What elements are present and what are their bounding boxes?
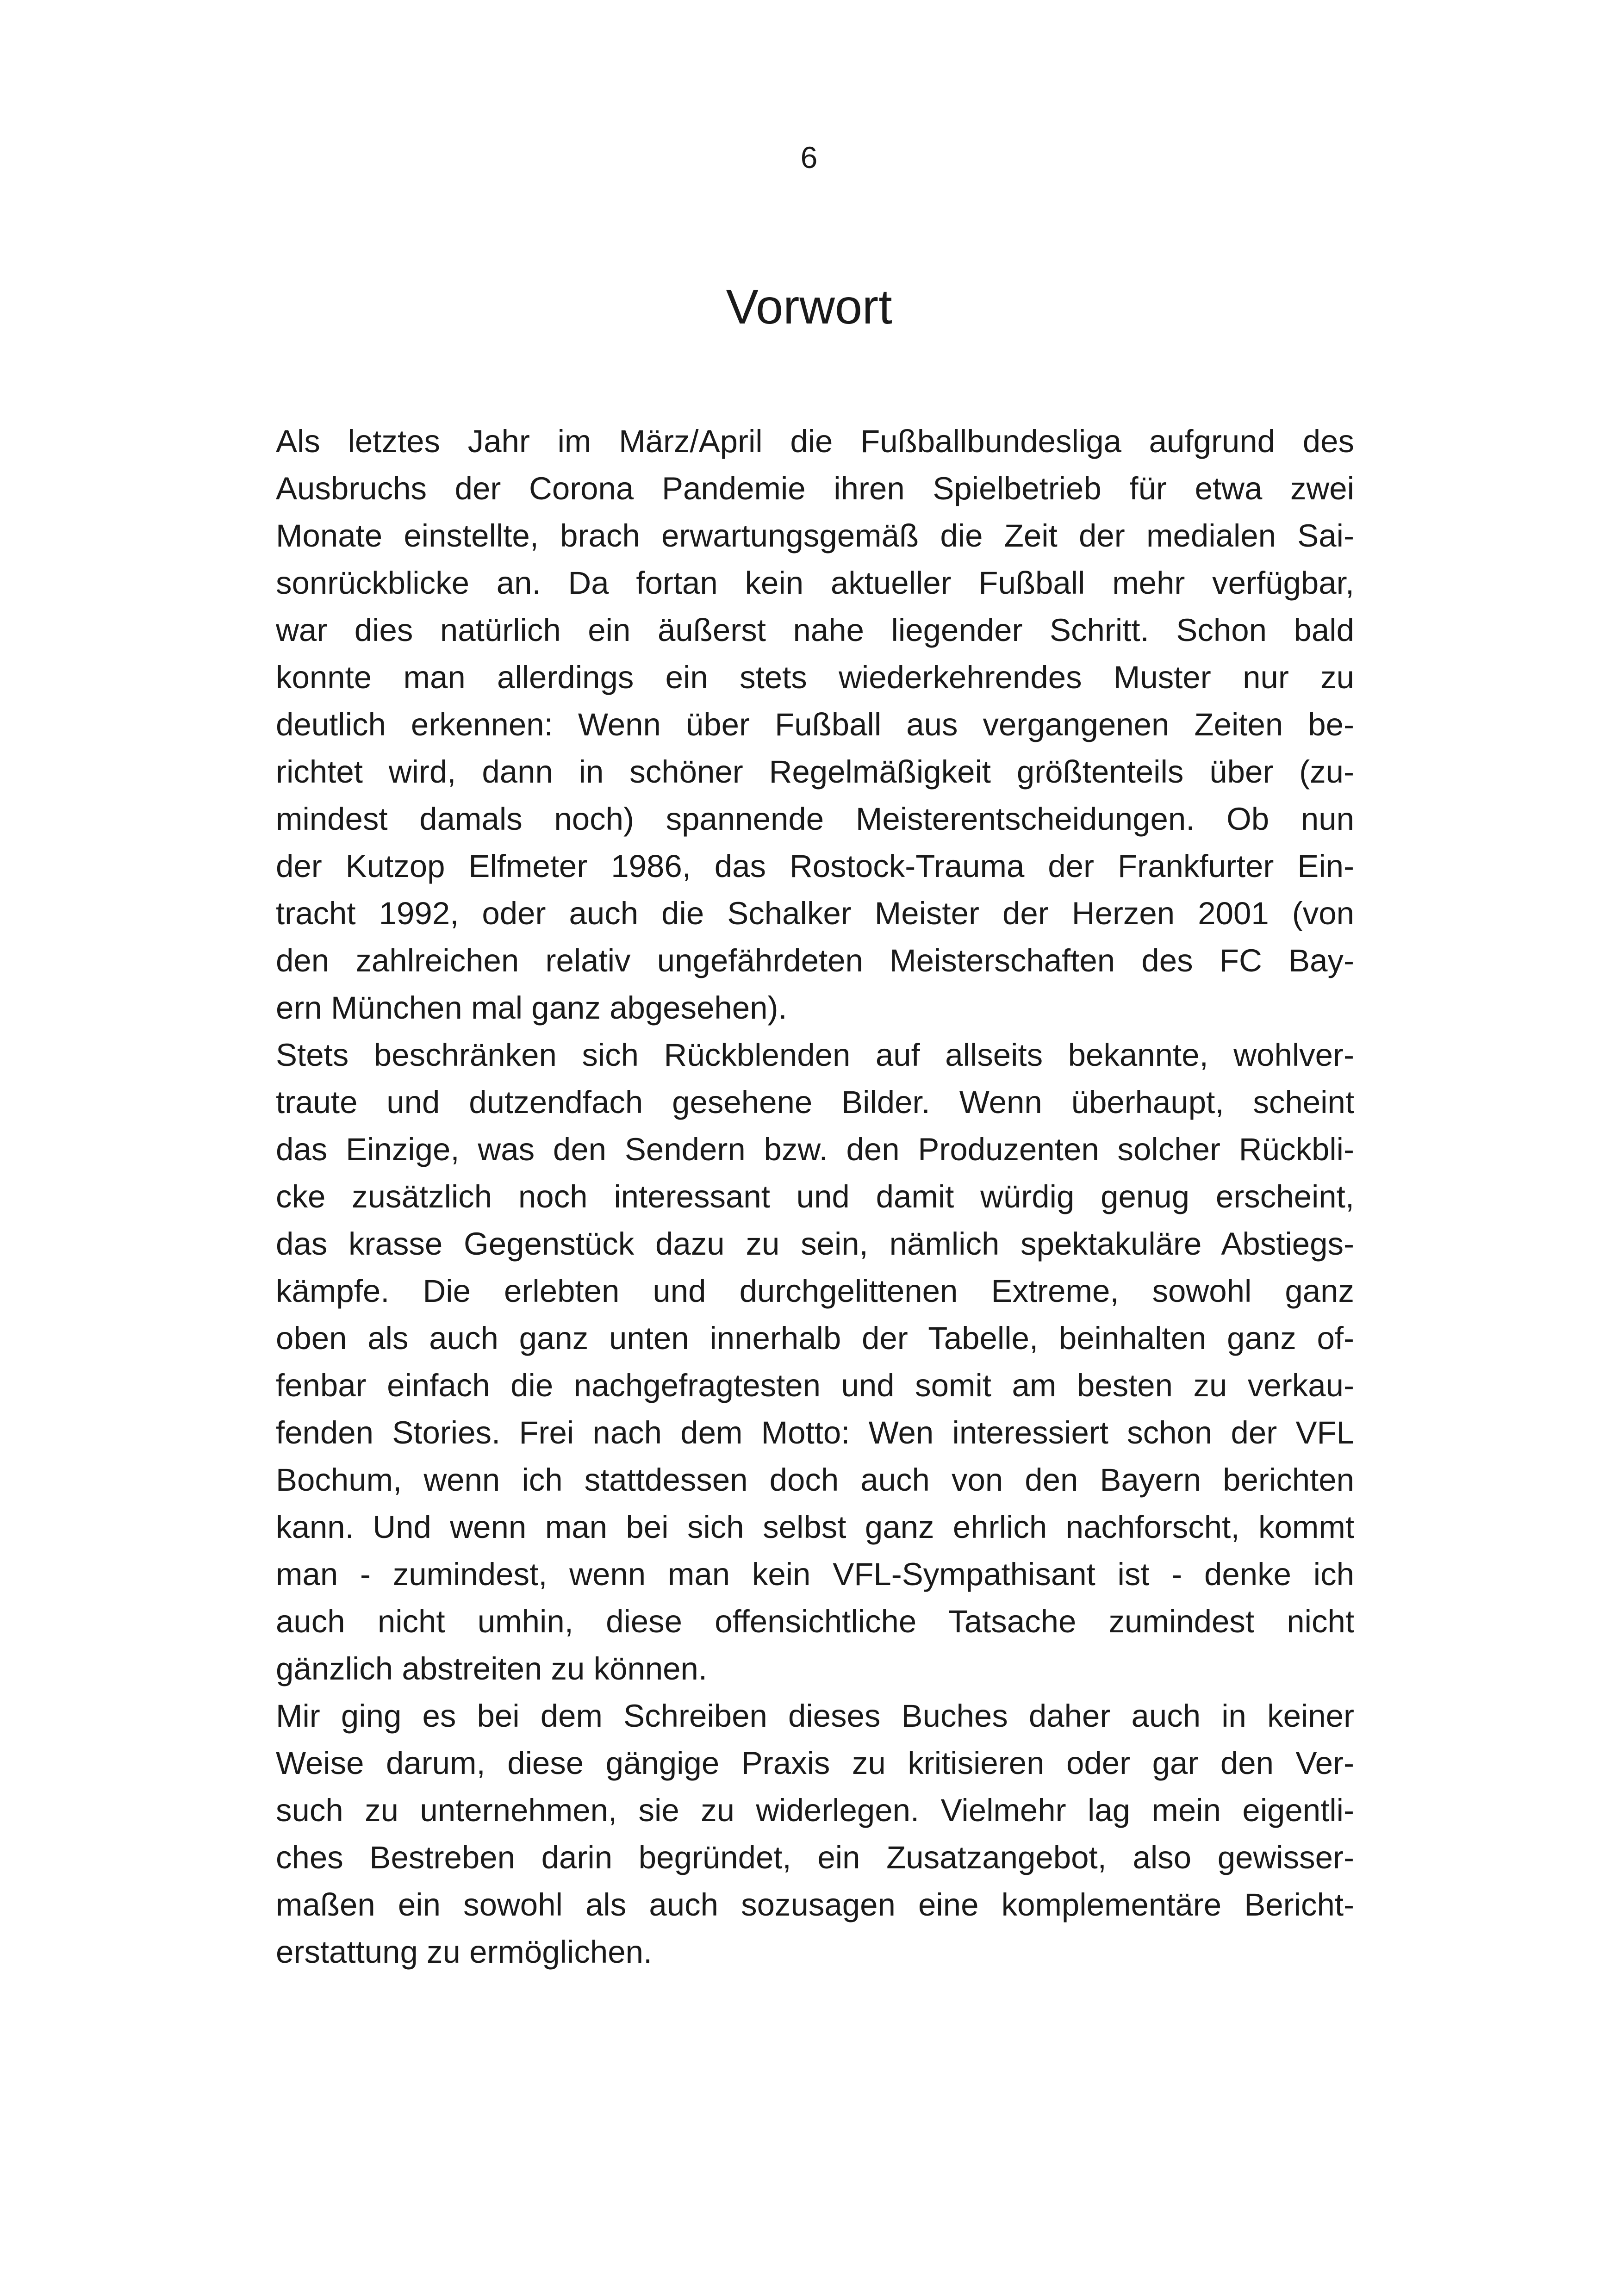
text-line: Bochum, wenn ich stattdessen doch auch von den Bayern berichten — [276, 1462, 1354, 1498]
text-line: den zahlreichen relativ ungefährdeten Meisterschaften des FC Bay- — [276, 943, 1354, 978]
text-line: cke zusätzlich noch interessant und damit würdig genug erscheint, — [276, 1179, 1354, 1214]
text-line: auch nicht umhin, diese offensichtliche Tatsache zumindest nicht — [276, 1604, 1354, 1639]
text-line: gänzlich abstreiten zu können. — [276, 1651, 708, 1686]
text-line: richtet wird, dann in schöner Regelmäßigkeit größtenteils über (zu- — [276, 754, 1354, 790]
text-line: maßen ein sowohl als auch sozusagen eine komplementäre Bericht- — [276, 1887, 1354, 1923]
text-line: man - zumindest, wenn man kein VFL-Sympathisant ist - denke ich — [276, 1556, 1354, 1592]
text-line: erstattung zu ermöglichen. — [276, 1934, 653, 1970]
text-line: Als letztes Jahr im März/April die Fußballbundesliga aufgrund des — [276, 423, 1354, 459]
text-line: ches Bestreben darin begründet, ein Zusatzangebot, also gewisser- — [276, 1840, 1354, 1875]
text-line: Monate einstellte, brach erwartungsgemäß die Zeit der medialen Sai- — [276, 518, 1354, 554]
text-line: such zu unternehmen, sie zu widerlegen. Vielmehr lag mein eigentli- — [276, 1792, 1354, 1828]
text-line: Stets beschränken sich Rückblenden auf allseits bekannte, wohlver- — [276, 1037, 1354, 1073]
page-number: 6 — [800, 140, 818, 174]
text-line: das krasse Gegenstück dazu zu sein, nämlich spektakuläre Abstiegs- — [276, 1226, 1354, 1262]
text-line: traute und dutzendfach gesehene Bilder. Wenn überhaupt, scheint — [276, 1084, 1354, 1120]
chapter-title: Vorwort — [726, 280, 892, 334]
text-line: tracht 1992, oder auch die Schalker Meister der Herzen 2001 (von — [276, 896, 1354, 931]
text-line: kann. Und wenn man bei sich selbst ganz ehrlich nachforscht, kommt — [276, 1509, 1354, 1545]
text-line: ern München mal ganz abgesehen). — [276, 990, 787, 1026]
text-line: oben als auch ganz unten innerhalb der Tabelle, beinhalten ganz of- — [276, 1320, 1354, 1356]
body-text — [276, 418, 1354, 1976]
text-line: kämpfe. Die erlebten und durchgelittenen Extreme, sowohl ganz — [276, 1273, 1354, 1309]
text-line: der Kutzop Elfmeter 1986, das Rostock-Trauma der Frankfurter Ein- — [276, 848, 1354, 884]
text-line: das Einzige, was den Sendern bzw. den Produzenten solcher Rückbli- — [276, 1132, 1354, 1167]
text-line: war dies natürlich ein äußerst nahe liegender Schritt. Schon bald — [276, 612, 1354, 648]
text-line: Ausbruchs der Corona Pandemie ihren Spielbetrieb für etwa zwei — [276, 471, 1354, 506]
text-line: Mir ging es bei dem Schreiben dieses Buches daher auch in keiner — [276, 1698, 1354, 1734]
text-line: mindest damals noch) spannende Meisterentscheidungen. Ob nun — [276, 801, 1354, 837]
text-line: sonrückblicke an. Da fortan kein aktueller Fußball mehr verfügbar, — [276, 565, 1354, 601]
text-line: deutlich erkennen: Wenn über Fußball aus vergangenen Zeiten be- — [276, 707, 1354, 742]
text-line: fenden Stories. Frei nach dem Motto: Wen interessiert schon der VFL — [276, 1415, 1354, 1450]
text-line: Weise darum, diese gängige Praxis zu kritisieren oder gar den Ver- — [276, 1745, 1354, 1781]
text-line: konnte man allerdings ein stets wiederkehrendes Muster nur zu — [276, 660, 1354, 695]
text-line: fenbar einfach die nachgefragtesten und somit am besten zu verkau- — [276, 1368, 1354, 1403]
